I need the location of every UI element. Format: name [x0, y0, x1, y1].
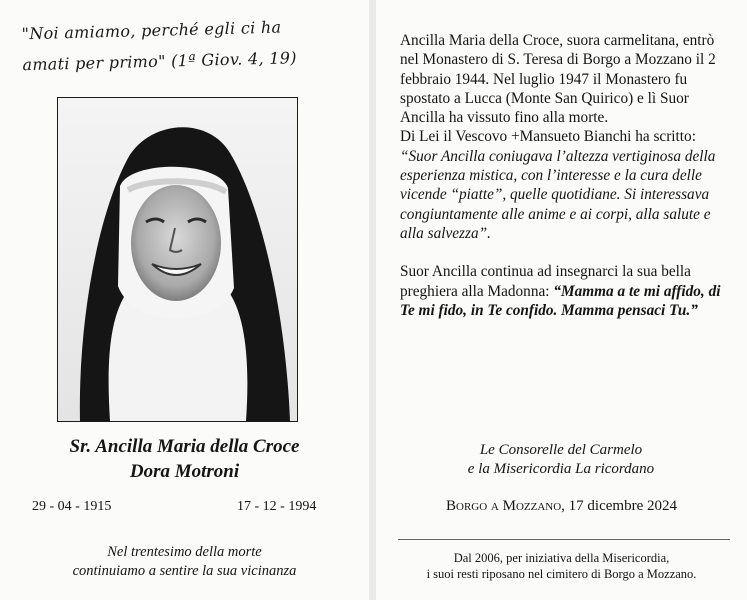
biography: [400, 31, 730, 320]
death-date: 17 - 12 - 1994: [237, 499, 317, 514]
footnote-line-2: i suoi resti riposano nel cimitero di Borgo a Mozzano.: [426, 567, 697, 581]
prayer-text: “Mamma a te mi affido, di Te mi fido, in Te confido. Mamma pensaci Tu.”: [400, 282, 721, 319]
left-card: [0, 0, 369, 600]
handwritten-quote: [21, 10, 353, 81]
signature: [376, 441, 726, 479]
place-name: Borgo a Mozzano: [446, 498, 562, 514]
bishop-intro: Di Lei il Vescovo +Mansueto Bianchi ha scritto:: [400, 128, 696, 146]
prayer-intro: Suor Ancilla continua ad insegnarci la sua bella preghiera alla Madonna:: [400, 263, 691, 300]
nun-name: Sr. Ancilla Maria della Croce: [69, 436, 300, 457]
signature-line-1: Le Consorelle del Carmelo: [479, 442, 643, 458]
handwritten-line-1: "Noi amiamo, perché egli ci ha: [21, 17, 282, 44]
nun-portrait-photo: [57, 97, 298, 422]
signature-line-2: e la Misericordia La ricordano: [467, 461, 655, 477]
memorial-text: [0, 543, 369, 581]
memorial-line-2: continuiamo a sentire la sua vicinanza: [72, 563, 297, 579]
prayer-paragraph: [400, 262, 730, 320]
birth-date: 29 - 04 - 1915: [32, 499, 112, 514]
memorial-line-1: Nel trentesimo della morte: [107, 544, 262, 560]
footnote: [376, 550, 747, 582]
place-date-value: , 17 dicembre 2024: [561, 498, 677, 514]
bishop-quote: “Suor Ancilla coniugava l’altezza vertiginosa della esperienza mistica, con l’interesse e la cura delle vicende “piatte”, quelle quotidiane. Si interessava congiuntamente alle anime e ai corpi, alla salute e alla salvezza”.: [400, 147, 716, 242]
divider: [398, 539, 730, 540]
footnote-line-1: Dal 2006, per iniziativa della Misericordia,: [453, 551, 670, 565]
bio-paragraph: Ancilla Maria della Croce, suora carmelitana, entrò nel Monastero di S. Teresa di Borgo a Mozzano il 2 febbraio 1944. Nel luglio 1947 il Monastero fu spostato a Lucca (Monte San Quirico) e lì Suor Ancilla ha vissuto fino alla morte.: [400, 32, 716, 127]
handwritten-line-2: amati per primo" (1ª Giov. 4, 19): [22, 48, 298, 75]
place-date: [376, 498, 747, 515]
birth-name: Dora Motroni: [129, 461, 240, 482]
